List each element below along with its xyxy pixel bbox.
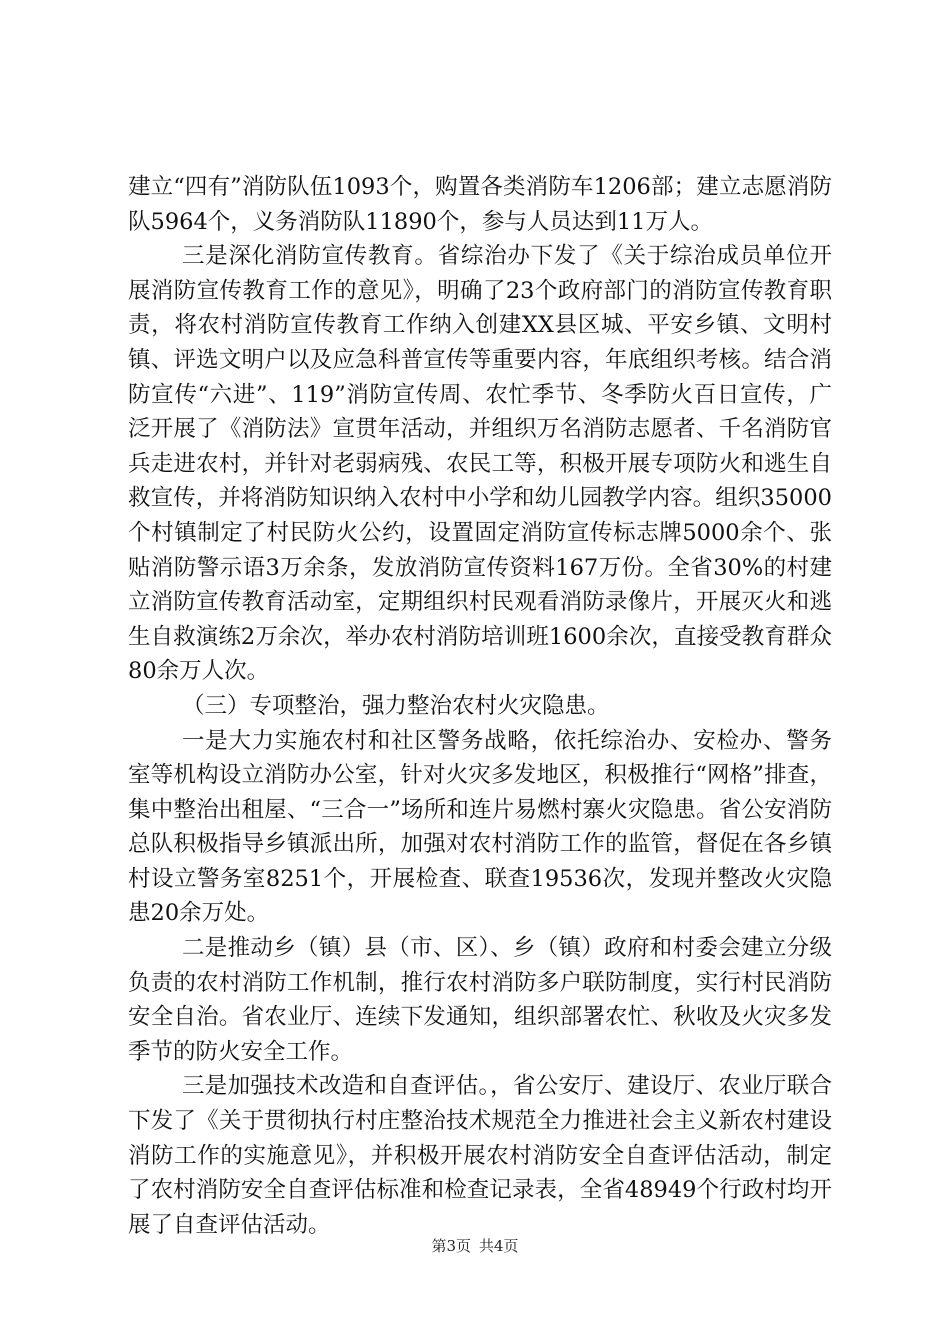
paragraph-technical-assessment: 三是加强技术改造和自查评估。，省公安厅、建设厅、农业厅联合下发了《关于贯彻执行村庄整治技术规范全力推进社会主义新农村建设消防工作的实施意见》，并积极开展农村消防安全自查评估活动，制定了农村消防安全自查评估标准和检查记录表，全省48949个行政村均开展了自查评估活动。 <box>128 1073 832 1238</box>
page-number-current: 第3页 <box>431 1237 471 1255</box>
document-body <box>128 170 832 1242</box>
paragraph-fire-education: 三是深化消防宣传教育。省综治办下发了《关于综治成员单位开展消防宣传教育工作的意见》，明确了23个政府部门的消防宣传教育职责，将农村消防宣传教育工作纳入创建XX县区城、平安乡镇、文明村镇、评选文明户以及应急科普宣传等重要内容，年底组织考核。结合消防宣传“六进”、119”消防宣传周、农忙季节、冬季防火百日宣传，广泛开展了《消防法》宣贯年活动，并组织万名消防志愿者、千名消防官兵走进农村，并针对老弱病残、农民工等，积极开展专项防火和逃生自救宣传，并将消防知识纳入农村中小学和幼儿园教学内容。组织35000个村镇制定了村民防火公约，设置固定消防宣传标志牌5000余个、张贴消防警示语3万余条，发放消防宣传资料167万份。全省30%的村建立消防宣传教育活动室，定期组织村民观看消防录像片，开展灭火和逃生自救演练2万余次，举办农村消防培训班1600余次，直接受教育群众80余万人次。 <box>128 243 832 685</box>
paragraph-continuation: 建立“四有”消防队伍1093个，购置各类消防车1206部；建立志愿消防队5964个，义务消防队11890个，参与人员达到11万人。 <box>128 174 832 235</box>
paragraph-tiered-mechanism: 二是推动乡（镇）县（市、区）、乡（镇）政府和村委会建立分级负责的农村消防工作机制，推行农村消防多户联防制度，实行村民消防安全自治。省农业厅、连续下发通知，组织部署农忙、秋收及火灾多发季节的防火安全工作。 <box>128 935 832 1065</box>
page-number-total: 共4页 <box>479 1237 519 1255</box>
page-footer <box>0 1236 950 1256</box>
section-heading-special-rectification: （三）专项整治，强力整治农村火灾隐患。 <box>182 692 610 719</box>
paragraph-community-policing: 一是大力实施农村和社区警务战略，依托综治办、安检办、警务室等机构设立消防办公室，针对火灾多发地区，积极推行“网格”排查，集中整治出租屋、“三合一”场所和连片易燃村寨火灾隐患。省公安消防总队积极指导乡镇派出所，加强对农村消防工作的监管，督促在各乡镇村设立警务室8251个，开展检查、联查19536次，发现并整改火灾隐患20余万处。 <box>128 727 832 927</box>
